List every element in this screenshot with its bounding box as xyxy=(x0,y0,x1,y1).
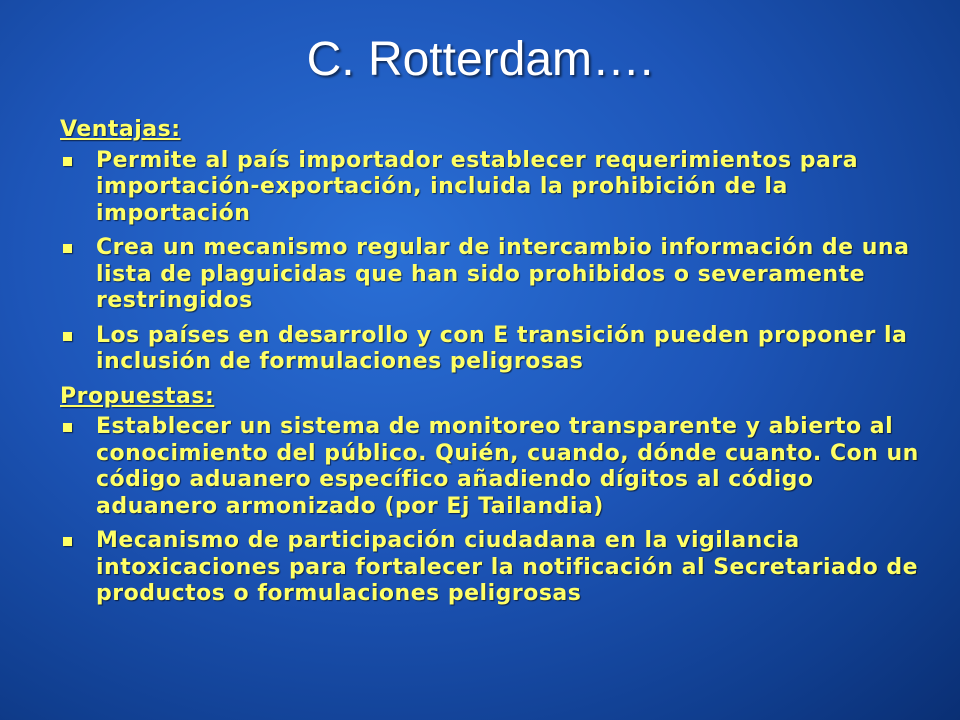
list-item-text: Establecer un sistema de monitoreo transparente y abierto al conocimiento del público. Quién, cuando, dónde cuanto. Con un código aduanero específico añadiendo dígitos al código aduanero armonizado (por Ej Tailandia) xyxy=(96,414,919,519)
slide-title: C. Rotterdam…. xyxy=(306,33,654,86)
bullet-list xyxy=(60,148,920,376)
list-item-text: Mecanismo de participación ciudadana en la vigilancia intoxicaciones para fortalecer la notificación al Secretariado de productos o formulaciones peligrosas xyxy=(96,528,919,606)
section-propuestas xyxy=(60,384,920,608)
slide-content xyxy=(60,117,920,616)
list-item xyxy=(60,528,920,608)
list-item-text: Crea un mecanismo regular de intercambio información de una lista de plaguicidas que han sido prohibidos o severamente restringidos xyxy=(96,235,910,313)
section-heading: Propuestas: xyxy=(60,383,215,409)
list-item xyxy=(60,323,920,376)
list-item-text: Permite al país importador establecer requerimientos para importación-exportación, incluida la prohibición de la importación xyxy=(96,147,859,226)
square-bullet-icon xyxy=(63,423,72,432)
list-item xyxy=(60,148,920,228)
list-item-text: Los países en desarrollo y con E transición pueden proponer la inclusión de formulaciones peligrosas xyxy=(96,322,908,374)
section-heading: Ventajas: xyxy=(60,117,181,142)
square-bullet-icon xyxy=(63,332,72,341)
list-item xyxy=(60,235,920,315)
bullet-list xyxy=(60,414,920,608)
square-bullet-icon xyxy=(63,244,72,253)
square-bullet-icon xyxy=(63,157,72,166)
square-bullet-icon xyxy=(63,537,72,546)
list-item xyxy=(60,414,920,520)
section-ventajas xyxy=(60,117,920,376)
